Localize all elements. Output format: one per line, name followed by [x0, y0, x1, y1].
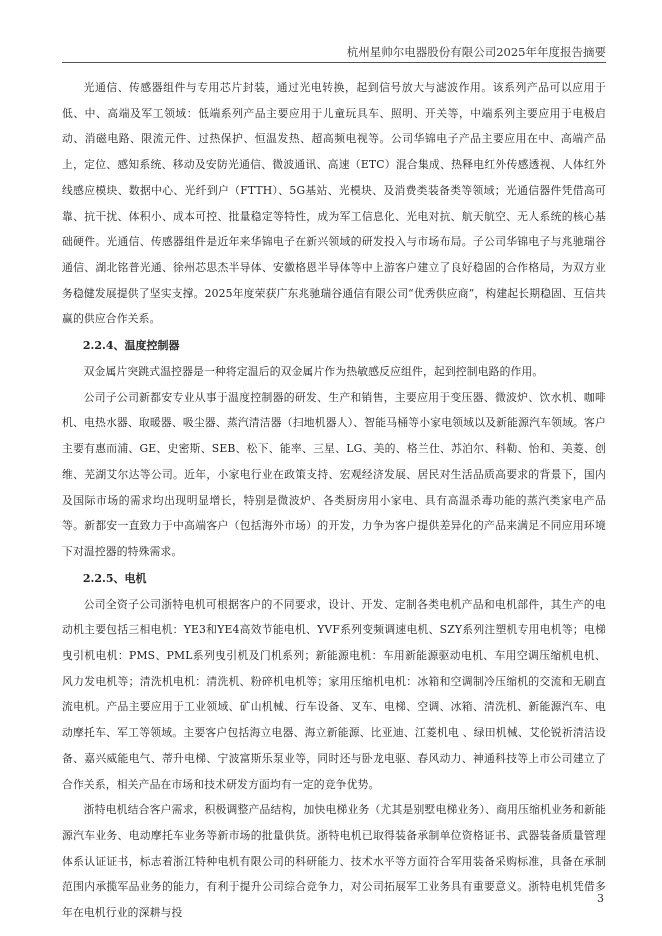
report-body	[62, 75, 606, 926]
header-divider	[62, 62, 606, 63]
section-heading-temperature-controller: 2.2.4、温度控制器	[82, 339, 180, 353]
paragraph-zhete-products: 公司全资子公司浙特电机可根据客户的不同要求，设计、开发、定制各类电机产品和电机部件，其生产的电动机主要包括三相电机：YE3和YE4高效节能电机、YVF系列变频调速电机、SZY系列注塑机专用电机等；电梯曳引机电机：PMS、PML系列曳引机及门机系列；新能源电机：车用新能源驱动电机、车用空调压缩机电机、风力发电机等；清洗机电机：清洗机、粉碎机电机等；家用压缩机电机：冰箱和空调制冷压缩机的交流和无刷直流电机。产品主要应用于工业领域、矿山机械、行车设备、叉车、电梯、空调、冰箱、清洗机、新能源汽车、电动摩托车、军工等领域。主要客户包括海立电器、海立新能源、比亚迪、江菱机电 、绿田机械、艾伦锐祈清洁设备、嘉兴威能电气、蒂升电梯、宁波富斯乐泵业等，同时还与卧龙电驱、春风动力、神通科技等上市公司建立了合作关系，相关产品在市场和技术研发方面均有一定的竞争优势。	[62, 597, 606, 791]
paragraph-bimetal-definition: 双金属片突跳式温控器是一种将定温后的双金属片作为热敏感反应组件，起到控制电路的作用。	[83, 365, 544, 379]
report-header: 杭州星帅尔电器股份有限公司2025年年度报告摘要	[346, 45, 606, 59]
page-number: 3	[597, 892, 604, 905]
paragraph-optical-communication: 光通信、传感器组件与专用芯片封装，通过光电转换，起到信号放大与滤波作用。该系列产品可以应用于低、中、高端及军工领域：低端系列产品主要应用于儿童玩具车、照明、开关等，中端系列主要应用于电极启动、消磁电路、限流元件、过热保护、恒温发热、超高频电视等。公司华锦电子产品主要应用在中、高端产品上，定位、感知系统、移动及安防光通信、微波通讯、高速（ETC）混合集成、热释电红外传感透视、人体红外线感应模块、数据中心、光纤到户（FTTH）、5G基站、光模块、及消费类装备类等领域；光通信器件凭借高可靠、抗干扰、体积小、成本可控、批量稳定等特性，成为军工信息化、光电对抗、航天航空、无人系统的核心基础硬件。光通信、传感器组件是近年来华锦电子在新兴领域的研发投入与市场布局。子公司华锦电子与兆驰瑞谷通信、湖北铭普光通、徐州芯思杰半导体、安徽格恩半导体等中上游客户建立了良好稳固的合作格局，为双方业务稳健发展提供了坚实支撑。2025年度荣获广东兆驰瑞谷通信有限公司“优秀供应商”，构建起长期稳固、互信共赢的供应合作关系。	[62, 81, 606, 326]
section-heading-motor: 2.2.5、电机	[82, 571, 147, 585]
paragraph-xinduan-business: 公司子公司新都安专业从事于温度控制器的研发、生产和销售，主要应用于变压器、微波炉、饮水机、咖啡机、电热水器、取暖器、吸尘器、蒸汽清洁器（扫地机器人）、智能马桶等小家电领域以及新能源汽车领域。客户主要有惠而浦、GE、史密斯、SEB、松下、能率、三星、LG、美的、格兰仕、苏泊尔、科勒、怡和、美菱、创维、芜湖艾尔达等公司。近年，小家电行业在政策支持、宏观经济发展、居民对生活品质高要求的背景下，国内及国际市场的需求均出现明显增长，特别是微波炉、各类厨房用小家电、具有高温杀毒功能的蒸汽类家电产品等。新都安一直致力于中高端客户（包括海外市场）的开发，力争为客户提供差异化的产品来满足不同应用环境下对温控器的特殊需求。	[62, 390, 606, 558]
paragraph-zhete-strategy: 浙特电机结合客户需求，积极调整产品结构，加快电梯业务（尤其是别墅电梯业务）、商用压缩机业务和新能源汽车业务、电动摩托车业务等新市场的批量供货。浙特电机已取得装备承制单位资格证书、武器装备质量管理体系认证证书，标志着浙江特种电机有限公司的科研能力、技术水平等方面符合军用装备采购标准，具备在承制范围内承揽军品业务的能力，有利于提升公司综合竞争力，对公司拓展军工业务具有重要意义。浙特电机凭借多年在电机行业的深耕与投	[62, 803, 606, 920]
